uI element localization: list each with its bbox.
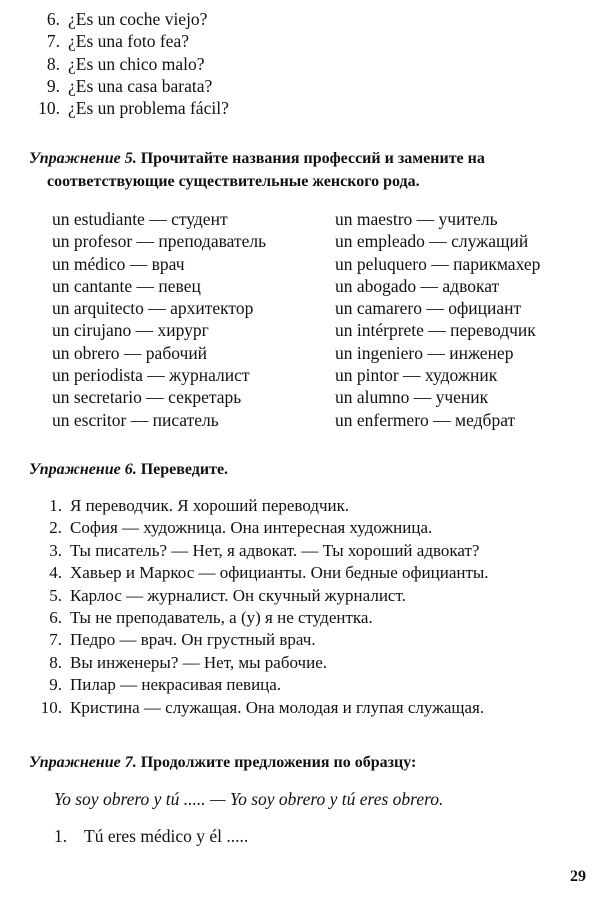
- item-number: 5.: [49, 585, 62, 605]
- translation-item: [32, 674, 489, 696]
- item-number: 9.: [46, 75, 60, 96]
- question-item: [30, 97, 229, 119]
- profession-item: un pintor — художник: [335, 365, 498, 386]
- translation-item: [32, 629, 489, 651]
- translation-item: [32, 540, 489, 562]
- profession-item: un arquitecto — архитектор: [52, 298, 254, 319]
- exercise-4-continued-list: [30, 8, 229, 119]
- exercise-5-instruction-line1: Прочитайте названия профессий и замените на: [140, 150, 485, 167]
- exercise-7-heading: [29, 751, 589, 774]
- question-item: [30, 53, 229, 75]
- item-number: 4.: [49, 563, 62, 583]
- exercise-6-instruction: Переведите.: [140, 461, 229, 478]
- item-text: София — художница. Она интересная художница.: [70, 518, 433, 538]
- exercise-7-example: Yo soy obrero y tú ..... — Yo soy obrero y tú eres obrero.: [54, 789, 444, 809]
- profession-item: un enfermero — медбрат: [335, 409, 516, 430]
- profession-item: un periodista — журналист: [52, 365, 250, 386]
- translation-item: [32, 697, 489, 719]
- profession-item: un intérprete — переводчик: [335, 320, 536, 341]
- profession-item: un alumno — ученик: [335, 387, 489, 408]
- item-number: 7.: [46, 31, 60, 52]
- item-number: 6.: [49, 607, 62, 627]
- item-text: ¿Es un coche viejo?: [68, 9, 208, 29]
- item-text: Педро — врач. Он грустный врач.: [70, 630, 316, 650]
- item-text: Карлос — журналист. Он скучный журналист.: [70, 585, 406, 605]
- translation-item: [32, 652, 489, 674]
- translation-item: [32, 562, 489, 584]
- item-number: 9.: [49, 675, 62, 695]
- exercise-5-label: Упражнение 5.: [29, 150, 137, 167]
- exercise-6-list: [32, 495, 489, 719]
- translation-item: [32, 517, 489, 539]
- item-number: 10.: [38, 98, 60, 119]
- page-number: 29: [570, 868, 586, 885]
- exercise-5-heading: [29, 147, 589, 193]
- item-number: 1.: [54, 826, 68, 846]
- item-text: Tú eres médico y él .....: [84, 826, 249, 846]
- item-number: 7.: [49, 630, 62, 650]
- profession-item: un cantante — певец: [52, 275, 201, 296]
- item-text: ¿Es una foto fea?: [68, 31, 189, 52]
- profession-item: un médico — врач: [52, 253, 185, 274]
- professions-right-column: [335, 208, 540, 431]
- item-text: Я переводчик. Я хороший переводчик.: [70, 496, 350, 515]
- translation-item: [32, 607, 489, 629]
- profession-item: un estudiante — студент: [52, 209, 228, 229]
- item-number: 10.: [40, 697, 62, 717]
- profession-item: un ingeniero — инженер: [335, 342, 514, 363]
- item-number: 3.: [49, 540, 62, 560]
- item-text: Кристина — служащая. Она молодая и глупая служащая.: [70, 697, 485, 717]
- exercise-6-heading: [29, 458, 589, 481]
- profession-item: un peluquero — парикмахер: [335, 253, 541, 274]
- item-number: 8.: [49, 652, 62, 672]
- item-text: Ты не преподаватель, а (у) я не студентка.: [70, 607, 373, 627]
- exercise-6-label: Упражнение 6.: [29, 461, 137, 478]
- translation-item: [32, 585, 489, 607]
- item-number: 1.: [49, 496, 62, 515]
- exercise-5-instruction-line2: соответствующие существительные женского рода.: [47, 173, 420, 190]
- question-item: [30, 75, 229, 97]
- question-item: [30, 8, 229, 30]
- profession-item: un camarero — официант: [335, 298, 522, 319]
- item-text: Вы инженеры? — Нет, мы рабочие.: [70, 652, 327, 672]
- profession-item: un obrero — рабочий: [52, 342, 208, 363]
- exercise-7-label: Упражнение 7.: [29, 754, 137, 771]
- item-number: 6.: [46, 9, 60, 29]
- item-number: 8.: [46, 53, 60, 74]
- exercise-7-item: [54, 826, 248, 847]
- profession-item: un empleado — служащий: [335, 231, 529, 252]
- item-text: ¿Es una casa barata?: [68, 75, 213, 96]
- profession-item: un abogado — адвокат: [335, 275, 500, 296]
- profession-item: un cirujano — хирург: [52, 320, 209, 341]
- translation-item: [32, 495, 489, 517]
- item-text: Пилар — некрасивая певица.: [70, 675, 282, 695]
- profession-item: un maestro — учитель: [335, 209, 498, 229]
- profession-item: un secretario — секретарь: [52, 387, 242, 408]
- item-number: 2.: [49, 518, 62, 538]
- item-text: ¿Es un problema fácil?: [68, 98, 229, 119]
- profession-item: un profesor — преподаватель: [52, 231, 267, 252]
- item-text: Хавьер и Маркос — официанты. Они бедные официанты.: [70, 563, 489, 583]
- professions-left-column: [52, 208, 335, 431]
- profession-item: un escritor — писатель: [52, 409, 219, 430]
- professions-columns: [52, 208, 540, 431]
- exercise-7-instruction: Продолжите предложения по образцу:: [140, 754, 417, 771]
- item-text: ¿Es un chico malo?: [68, 53, 205, 74]
- question-item: [30, 30, 229, 52]
- item-text: Ты писатель? — Нет, я адвокат. — Ты хороший адвокат?: [70, 540, 480, 560]
